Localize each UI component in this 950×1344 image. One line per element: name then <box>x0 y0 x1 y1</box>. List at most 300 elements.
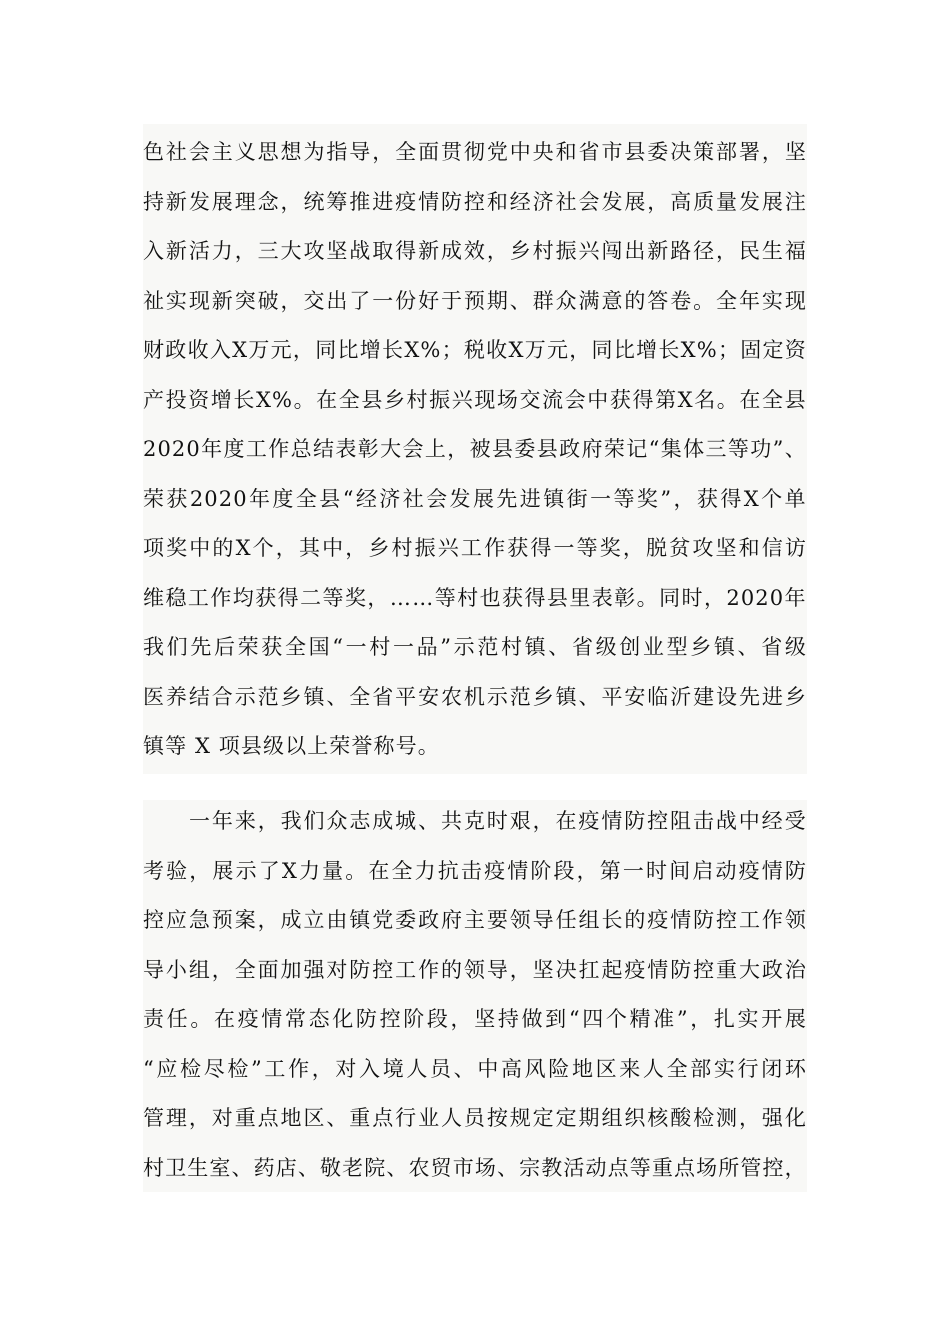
glyph: 党 <box>372 908 395 932</box>
glyph: 被 <box>469 437 492 461</box>
glyph: 酸 <box>670 1106 693 1130</box>
glyph: 年 <box>738 289 762 313</box>
glyph: 合 <box>211 685 234 709</box>
glyph: ， <box>569 338 592 362</box>
glyph: X <box>235 536 252 560</box>
text-line <box>189 807 807 835</box>
glyph: 祉 <box>143 289 166 313</box>
glyph: 人 <box>406 1057 429 1081</box>
glyph: 控 <box>143 908 166 932</box>
glyph: 来 <box>619 1057 642 1081</box>
glyph: 镇 <box>555 685 578 709</box>
glyph: 中 <box>189 536 212 560</box>
glyph: 比 <box>337 338 360 362</box>
glyph: 荣 <box>603 437 626 461</box>
glyph: 二 <box>300 586 323 610</box>
text-line <box>143 857 807 885</box>
glyph: 展 <box>761 190 784 214</box>
glyph: 设 <box>716 685 739 709</box>
glyph: 获 <box>255 586 278 610</box>
glyph: 兴 <box>451 388 474 412</box>
glyph: 省 <box>578 140 601 164</box>
glyph: 防 <box>784 859 807 883</box>
glyph: 了 <box>349 289 372 313</box>
glyph: 坚 <box>326 239 349 263</box>
glyph: 里 <box>569 586 592 610</box>
glyph: 得 <box>720 487 743 511</box>
glyph: 村 <box>406 388 429 412</box>
glyph: 们 <box>303 809 326 833</box>
glyph: 同 <box>659 586 682 610</box>
glyph: 时 <box>646 859 669 883</box>
glyph: 市 <box>452 1156 475 1180</box>
glyph: 新 <box>647 239 670 263</box>
glyph: 养 <box>165 685 189 709</box>
glyph: 项 <box>143 536 166 560</box>
glyph: 策 <box>693 140 716 164</box>
glyph: 组 <box>188 958 211 982</box>
glyph: 生 <box>761 239 784 263</box>
glyph: 在 <box>368 859 391 883</box>
glyph: 工 <box>738 908 762 932</box>
glyph: 资 <box>784 338 807 362</box>
glyph: 阶 <box>530 859 553 883</box>
glyph: 工 <box>395 958 418 982</box>
glyph: ， <box>703 586 727 610</box>
glyph: 预 <box>211 908 234 932</box>
glyph: 动 <box>715 859 738 883</box>
glyph: 人 <box>642 1057 666 1081</box>
glyph: ， <box>647 190 670 214</box>
glyph: ， <box>716 239 739 263</box>
glyph: 个 <box>605 1007 628 1031</box>
glyph: 指 <box>326 140 349 164</box>
glyph: 范 <box>509 685 532 709</box>
glyph: 立 <box>303 908 326 932</box>
glyph: 入 <box>143 239 166 263</box>
glyph: 省 <box>571 635 595 659</box>
glyph: 阶 <box>403 1007 426 1031</box>
glyph: 万 <box>524 338 547 362</box>
glyph: 社 <box>402 487 425 511</box>
glyph: 长 <box>658 338 681 362</box>
glyph: 县 <box>546 586 569 610</box>
glyph: 防 <box>670 958 693 982</box>
glyph: 控 <box>762 1156 785 1180</box>
glyph: 注 <box>784 190 807 214</box>
glyph: 疫 <box>484 859 507 883</box>
glyph: … <box>412 586 435 610</box>
glyph: 出 <box>326 289 349 313</box>
glyph: 镇 <box>303 685 326 709</box>
glyph: 效 <box>463 239 487 263</box>
glyph: 会 <box>564 388 587 412</box>
glyph: 境 <box>382 1057 405 1081</box>
glyph: 面 <box>418 140 441 164</box>
glyph: 县 <box>624 140 647 164</box>
glyph: 、 <box>386 1156 409 1180</box>
glyph: 医 <box>143 685 166 709</box>
glyph: 。 <box>345 859 368 883</box>
glyph: 领 <box>509 908 532 932</box>
glyph: 个 <box>761 487 784 511</box>
glyph: X <box>508 338 525 362</box>
glyph: 任 <box>166 1007 189 1031</box>
glyph: 面 <box>257 958 280 982</box>
glyph: 县 <box>319 487 342 511</box>
glyph: 准 <box>653 1007 676 1031</box>
glyph: 央 <box>532 140 555 164</box>
glyph: 乡 <box>784 685 807 709</box>
glyph: 加 <box>280 958 303 982</box>
glyph: 政 <box>761 958 784 982</box>
glyph: ， <box>622 536 646 560</box>
glyph: 力 <box>414 859 437 883</box>
glyph: 好 <box>418 289 441 313</box>
glyph: 到 <box>545 1007 568 1031</box>
glyph: 乡 <box>509 239 532 263</box>
glyph: 员 <box>430 1057 453 1081</box>
glyph: 径 <box>693 239 716 263</box>
glyph: 推 <box>349 190 372 214</box>
glyph: 情 <box>261 1007 284 1031</box>
glyph: 时 <box>681 586 704 610</box>
glyph: 防 <box>349 958 372 982</box>
glyph: “ <box>332 635 345 659</box>
glyph: 新 <box>165 190 189 214</box>
glyph: 全 <box>391 859 414 883</box>
glyph: 在 <box>316 388 339 412</box>
glyph: 信 <box>761 536 784 560</box>
glyph: 定 <box>762 338 785 362</box>
glyph: 示 <box>235 859 258 883</box>
glyph: 重 <box>651 1156 674 1180</box>
glyph: 业 <box>642 635 666 659</box>
glyph: 理 <box>165 1106 189 1130</box>
glyph: 、 <box>418 809 441 833</box>
glyph: 府 <box>581 437 604 461</box>
glyph: ， <box>673 487 696 511</box>
glyph: 检 <box>227 1057 250 1081</box>
glyph: 、 <box>784 437 807 461</box>
glyph: 情 <box>761 859 784 883</box>
glyph: 收 <box>486 338 509 362</box>
text-line <box>143 534 807 562</box>
glyph: 新 <box>165 239 189 263</box>
glyph: 主 <box>211 140 234 164</box>
glyph: 投 <box>165 388 188 412</box>
glyph: 在 <box>213 1007 237 1031</box>
glyph: 我 <box>280 809 303 833</box>
glyph: 核 <box>647 1106 670 1130</box>
glyph: 获 <box>261 635 284 659</box>
glyph: 元 <box>546 338 570 362</box>
glyph: 击 <box>460 859 484 883</box>
glyph: 均 <box>232 586 255 610</box>
text-line <box>143 584 807 612</box>
glyph: X <box>281 859 298 883</box>
glyph: 定 <box>532 1106 555 1130</box>
text-line <box>143 633 807 661</box>
glyph: 民 <box>738 239 762 263</box>
glyph: ， <box>292 338 316 362</box>
glyph: ， <box>257 908 280 932</box>
glyph: 一 <box>622 859 646 883</box>
glyph: 时 <box>486 809 509 833</box>
glyph: 色 <box>143 140 166 164</box>
glyph: 政 <box>418 908 441 932</box>
glyph: 活 <box>563 1156 586 1180</box>
glyph: ” <box>660 487 673 511</box>
glyph: ， <box>761 140 784 164</box>
text-line <box>143 386 807 414</box>
glyph: 访 <box>784 536 807 560</box>
glyph: ， <box>784 1156 807 1180</box>
glyph: ； <box>441 338 464 362</box>
glyph: 为 <box>303 140 326 164</box>
glyph: 入 <box>359 1057 382 1081</box>
glyph: 持 <box>497 1007 520 1031</box>
glyph: 省 <box>372 685 395 709</box>
text-line <box>143 138 807 166</box>
glyph: 先 <box>496 487 519 511</box>
glyph: ， <box>576 859 599 883</box>
glyph: 统 <box>303 190 326 214</box>
glyph: ” <box>251 1057 263 1081</box>
glyph: 街 <box>566 487 589 511</box>
glyph: 、 <box>326 1106 349 1130</box>
glyph: 、 <box>509 289 532 313</box>
glyph: 检 <box>693 1106 716 1130</box>
glyph: 成 <box>280 908 303 932</box>
glyph: 奖 <box>344 586 368 610</box>
glyph: 情 <box>601 809 624 833</box>
glyph: 对 <box>326 958 349 982</box>
glyph: 平 <box>601 685 624 709</box>
glyph: ， <box>275 536 298 560</box>
glyph: 预 <box>463 289 487 313</box>
glyph: 经 <box>761 809 784 833</box>
glyph: 阻 <box>670 809 693 833</box>
glyph: “ <box>568 1007 581 1031</box>
glyph: 战 <box>715 809 738 833</box>
glyph: 对 <box>211 1106 234 1130</box>
glyph: 镇 <box>713 635 736 659</box>
glyph: 老 <box>342 1156 365 1180</box>
glyph: 市 <box>601 140 624 164</box>
glyph: 的 <box>624 908 647 932</box>
glyph: 坚 <box>532 958 555 982</box>
glyph: 段 <box>553 859 576 883</box>
glyph: 一 <box>345 635 368 659</box>
glyph: 扎 <box>713 1007 736 1031</box>
glyph: 常 <box>284 1007 308 1031</box>
glyph: 验 <box>166 859 189 883</box>
glyph: 的 <box>212 536 235 560</box>
glyph: 得 <box>524 586 547 610</box>
glyph: 疫 <box>395 190 418 214</box>
glyph: 来 <box>234 809 257 833</box>
glyph: 奖 <box>166 536 189 560</box>
glyph: ， <box>211 958 234 982</box>
glyph: 导 <box>143 958 166 982</box>
glyph: 会 <box>188 140 211 164</box>
glyph: 地 <box>280 1106 303 1130</box>
glyph: 贯 <box>440 140 464 164</box>
glyph: 个 <box>252 536 275 560</box>
glyph: 持 <box>143 190 166 214</box>
glyph: ” <box>440 635 453 659</box>
glyph: 全 <box>395 140 418 164</box>
glyph: 做 <box>521 1007 544 1031</box>
glyph: 入 <box>209 338 232 362</box>
glyph: 产 <box>143 388 166 412</box>
glyph: 导 <box>349 140 372 164</box>
glyph: 城 <box>395 809 418 833</box>
glyph: 得 <box>530 536 553 560</box>
glyph: ” <box>676 1007 689 1031</box>
glyph: X% <box>255 388 294 412</box>
glyph: 控 <box>463 190 487 214</box>
glyph: 进 <box>372 190 395 214</box>
glyph: 乡 <box>690 635 713 659</box>
glyph: 村 <box>457 586 480 610</box>
glyph: 国 <box>308 635 331 659</box>
paragraph-1 <box>143 124 807 774</box>
glyph: 万 <box>248 338 271 362</box>
glyph: 署 <box>738 140 762 164</box>
glyph: 强 <box>303 958 326 982</box>
glyph: 案 <box>234 908 257 932</box>
glyph: 发 <box>738 190 762 214</box>
glyph: 在 <box>555 809 578 833</box>
glyph: 获 <box>696 487 720 511</box>
glyph: ， <box>189 859 212 883</box>
glyph: ， <box>372 140 395 164</box>
glyph: 增 <box>210 388 233 412</box>
glyph: 、 <box>737 635 760 659</box>
glyph: 其 <box>298 536 322 560</box>
glyph: X% <box>680 338 718 362</box>
glyph: 重 <box>716 958 739 982</box>
glyph: 县 <box>536 437 559 461</box>
glyph: 卷 <box>670 289 693 313</box>
text-line <box>143 1104 807 1132</box>
glyph: 村 <box>532 239 555 263</box>
glyph: 战 <box>349 239 372 263</box>
glyph: ， <box>690 1007 713 1031</box>
glyph: 安 <box>624 685 647 709</box>
glyph: 中 <box>587 388 610 412</box>
glyph: 满 <box>578 289 601 313</box>
glyph: 社 <box>555 190 578 214</box>
glyph: 全 <box>349 685 372 709</box>
glyph: 示 <box>453 635 476 659</box>
glyph: 全 <box>716 289 739 313</box>
glyph: 2020 <box>189 487 248 511</box>
glyph: 工 <box>187 586 210 610</box>
glyph: 流 <box>542 388 565 412</box>
glyph: 一 <box>553 536 576 560</box>
glyph: 中 <box>738 809 761 833</box>
glyph: 量 <box>716 190 739 214</box>
glyph: 奖 <box>599 536 622 560</box>
glyph: 在 <box>739 388 762 412</box>
glyph: 平 <box>395 685 418 709</box>
glyph: “ <box>648 437 661 461</box>
glyph: 会 <box>402 437 425 461</box>
glyph: 范 <box>477 635 500 659</box>
glyph: 乡 <box>280 685 303 709</box>
glyph: 场 <box>696 1156 719 1180</box>
glyph: 教 <box>541 1156 564 1180</box>
text-line <box>143 956 807 984</box>
glyph: X <box>677 388 694 412</box>
glyph: 大 <box>280 239 303 263</box>
glyph: 受 <box>784 809 807 833</box>
glyph: 单 <box>784 487 807 511</box>
glyph: 情 <box>670 908 693 932</box>
glyph: 导 <box>486 958 509 982</box>
glyph: 荣 <box>143 487 166 511</box>
glyph: 期 <box>578 1106 601 1130</box>
glyph: 工 <box>245 437 268 461</box>
glyph: 中 <box>322 536 345 560</box>
glyph: 比 <box>613 338 636 362</box>
glyph: 会 <box>578 190 601 214</box>
glyph: 增 <box>359 338 382 362</box>
glyph: 一 <box>189 809 212 833</box>
glyph: ” <box>772 437 785 461</box>
glyph: 村 <box>369 635 392 659</box>
glyph: 控 <box>716 908 739 932</box>
glyph: 筹 <box>326 190 349 214</box>
glyph: 获 <box>502 586 525 610</box>
glyph: ， <box>234 239 257 263</box>
glyph: 级 <box>595 635 618 659</box>
glyph: 工 <box>264 1057 287 1081</box>
glyph: 实 <box>737 1007 760 1031</box>
glyph: 们 <box>166 635 189 659</box>
glyph: 坚 <box>715 536 738 560</box>
glyph: 交 <box>303 289 326 313</box>
glyph: 资 <box>188 388 211 412</box>
glyph: 第 <box>599 859 622 883</box>
glyph: 2020 <box>726 586 785 610</box>
glyph: 功 <box>750 437 773 461</box>
glyph: 于 <box>440 289 464 313</box>
glyph: 部 <box>690 1057 713 1081</box>
glyph: 作 <box>268 437 291 461</box>
glyph: 。 <box>693 289 716 313</box>
glyph: 等 <box>629 1156 652 1180</box>
glyph: 上 <box>424 437 447 461</box>
glyph: 的 <box>440 958 464 982</box>
glyph: 、 <box>326 685 349 709</box>
glyph: 新 <box>418 239 441 263</box>
glyph: 员 <box>463 1106 487 1130</box>
glyph: 急 <box>188 908 211 932</box>
glyph: 敬 <box>320 1156 343 1180</box>
glyph: 闭 <box>761 1057 784 1081</box>
glyph: 抗 <box>437 859 460 883</box>
glyph: 控 <box>693 958 716 982</box>
glyph: 村 <box>500 635 524 659</box>
glyph: 领 <box>463 958 487 982</box>
glyph: 结 <box>188 685 211 709</box>
glyph: 三 <box>257 239 280 263</box>
glyph: 临 <box>647 685 670 709</box>
